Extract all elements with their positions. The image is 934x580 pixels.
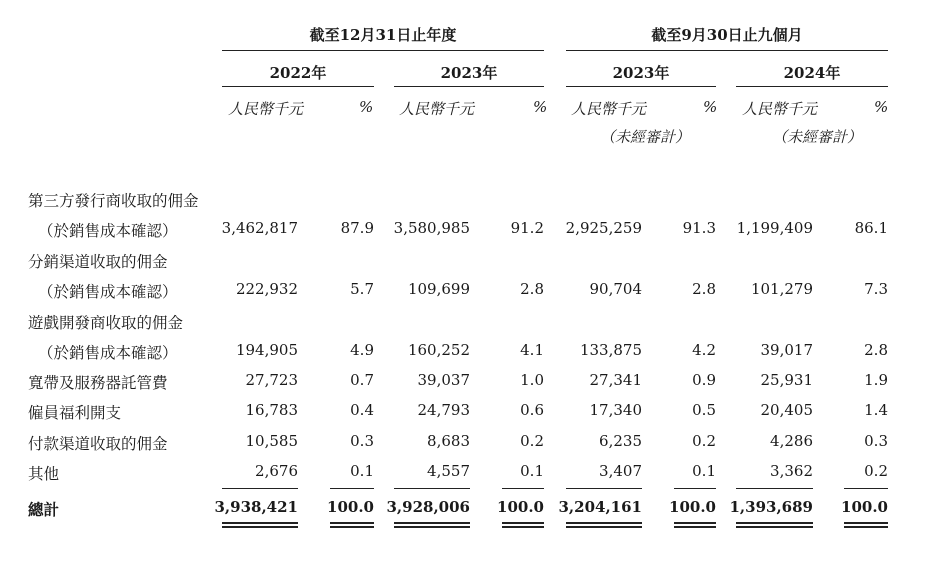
cell-percent: 1.0 — [520, 371, 544, 389]
cell-value: 2,676 — [255, 462, 298, 480]
total-label: 總計 — [28, 500, 60, 519]
cell-percent: 1.9 — [864, 371, 888, 389]
cell-value: 4,286 — [770, 432, 813, 450]
year-rule — [394, 86, 544, 87]
header-year-ended: 截至12月31日止年度 — [309, 26, 457, 44]
cell-value: 3,362 — [770, 462, 813, 480]
cell-percent: 0.1 — [692, 462, 716, 480]
cell-value: 90,704 — [589, 280, 642, 298]
cell-percent: 4.9 — [350, 341, 374, 359]
year-2022: 2022年 — [269, 64, 327, 82]
header-rule-1 — [222, 50, 544, 51]
row-label: 遊戲開發商收取的佣金 — [28, 314, 184, 332]
cell-value: 6,235 — [599, 432, 642, 450]
year-rule — [222, 86, 374, 87]
unit-percent: % — [533, 98, 548, 116]
cell-percent: 1.4 — [864, 401, 888, 419]
unit-percent: % — [874, 98, 889, 116]
cell-percent: 0.1 — [350, 462, 374, 480]
year-2023: 2023年 — [440, 64, 498, 82]
subtotal-rule — [674, 488, 716, 489]
total-double-rule — [674, 522, 716, 528]
total-double-rule — [394, 522, 470, 528]
cell-value: 16,783 — [245, 401, 298, 419]
year-rule — [736, 86, 888, 87]
subtotal-rule — [222, 488, 298, 489]
cell-value: 3,407 — [599, 462, 642, 480]
cell-value: 133,875 — [579, 341, 642, 359]
subtotal-rule — [566, 488, 642, 489]
unit-rmb-thousand: 人民幣千元 — [571, 100, 647, 118]
cell-percent: 0.2 — [692, 432, 716, 450]
total-value: 3,204,161 — [558, 498, 642, 516]
cell-percent: 0.4 — [350, 401, 374, 419]
cell-value: 27,341 — [589, 371, 642, 389]
row-label: 寬帶及服務器託管費 — [28, 374, 168, 392]
cell-value: 194,905 — [235, 341, 298, 359]
unaudited-note: （未經審計） — [772, 128, 863, 146]
cell-percent: 0.5 — [692, 401, 716, 419]
total-double-rule — [502, 522, 544, 528]
total-percent: 100.0 — [841, 498, 888, 516]
cell-value: 25,931 — [760, 371, 813, 389]
cell-value: 4,557 — [427, 462, 470, 480]
cell-value: 160,252 — [407, 341, 470, 359]
row-sublabel: （於銷售成本確認） — [38, 222, 178, 240]
subtotal-rule — [844, 488, 888, 489]
total-double-rule — [222, 522, 298, 528]
cell-percent: 0.1 — [520, 462, 544, 480]
cell-percent: 0.2 — [520, 432, 544, 450]
row-sublabel: （於銷售成本確認） — [38, 344, 178, 362]
cell-value: 101,279 — [750, 280, 813, 298]
cell-percent: 0.6 — [520, 401, 544, 419]
cell-value: 109,699 — [407, 280, 470, 298]
year-2023-ytd: 2023年 — [612, 64, 670, 82]
cell-percent: 0.7 — [350, 371, 374, 389]
cell-value: 8,683 — [427, 432, 470, 450]
cell-percent: 4.2 — [692, 341, 716, 359]
subtotal-rule — [736, 488, 813, 489]
header-nine-months: 截至9月30日止九個月 — [651, 26, 803, 44]
cell-value: 2,925,259 — [565, 219, 642, 237]
total-double-rule — [736, 522, 813, 528]
row-label: 其他 — [28, 465, 60, 483]
cell-value: 3,580,985 — [393, 219, 470, 237]
unit-percent: % — [359, 98, 374, 116]
row-label: 第三方發行商收取的佣金 — [28, 192, 199, 210]
cell-percent: 0.3 — [864, 432, 888, 450]
cell-value: 10,585 — [245, 432, 298, 450]
cell-value: 20,405 — [760, 401, 813, 419]
cell-percent: 0.9 — [692, 371, 716, 389]
total-value: 1,393,689 — [729, 498, 813, 516]
total-percent: 100.0 — [327, 498, 374, 516]
subtotal-rule — [502, 488, 544, 489]
cell-percent: 4.1 — [520, 341, 544, 359]
unit-percent: % — [703, 98, 718, 116]
cell-percent: 0.2 — [864, 462, 888, 480]
cell-percent: 87.9 — [340, 219, 374, 237]
cell-value: 24,793 — [417, 401, 470, 419]
cell-value: 17,340 — [589, 401, 642, 419]
cell-value: 1,199,409 — [736, 219, 813, 237]
cell-value: 39,037 — [417, 371, 470, 389]
cell-percent: 2.8 — [864, 341, 888, 359]
cell-value: 222,932 — [235, 280, 298, 298]
cell-percent: 5.7 — [350, 280, 374, 298]
row-label: 付款渠道收取的佣金 — [28, 435, 168, 453]
cell-value: 3,462,817 — [221, 219, 298, 237]
row-sublabel: （於銷售成本確認） — [38, 283, 178, 301]
total-percent: 100.0 — [669, 498, 716, 516]
total-percent: 100.0 — [497, 498, 544, 516]
total-double-rule — [844, 522, 888, 528]
row-label: 僱員福利開支 — [28, 404, 122, 422]
cell-percent: 86.1 — [854, 219, 888, 237]
cell-value: 39,017 — [760, 341, 813, 359]
total-double-rule — [566, 522, 642, 528]
cell-percent: 91.2 — [510, 219, 544, 237]
unit-rmb-thousand: 人民幣千元 — [399, 100, 475, 118]
cell-percent: 2.8 — [692, 280, 716, 298]
total-double-rule — [330, 522, 374, 528]
unit-rmb-thousand: 人民幣千元 — [742, 100, 818, 118]
year-2024-ytd: 2024年 — [783, 64, 841, 82]
cell-percent: 91.3 — [682, 219, 716, 237]
unaudited-note: （未經審計） — [600, 128, 691, 146]
year-rule — [566, 86, 716, 87]
unit-rmb-thousand: 人民幣千元 — [228, 100, 304, 118]
subtotal-rule — [330, 488, 374, 489]
header-rule-2 — [566, 50, 888, 51]
subtotal-rule — [394, 488, 470, 489]
total-value: 3,938,421 — [214, 498, 298, 516]
row-label: 分銷渠道收取的佣金 — [28, 253, 168, 271]
cell-value: 27,723 — [245, 371, 298, 389]
total-value: 3,928,006 — [386, 498, 470, 516]
cell-percent: 2.8 — [520, 280, 544, 298]
cell-percent: 7.3 — [864, 280, 888, 298]
cell-percent: 0.3 — [350, 432, 374, 450]
